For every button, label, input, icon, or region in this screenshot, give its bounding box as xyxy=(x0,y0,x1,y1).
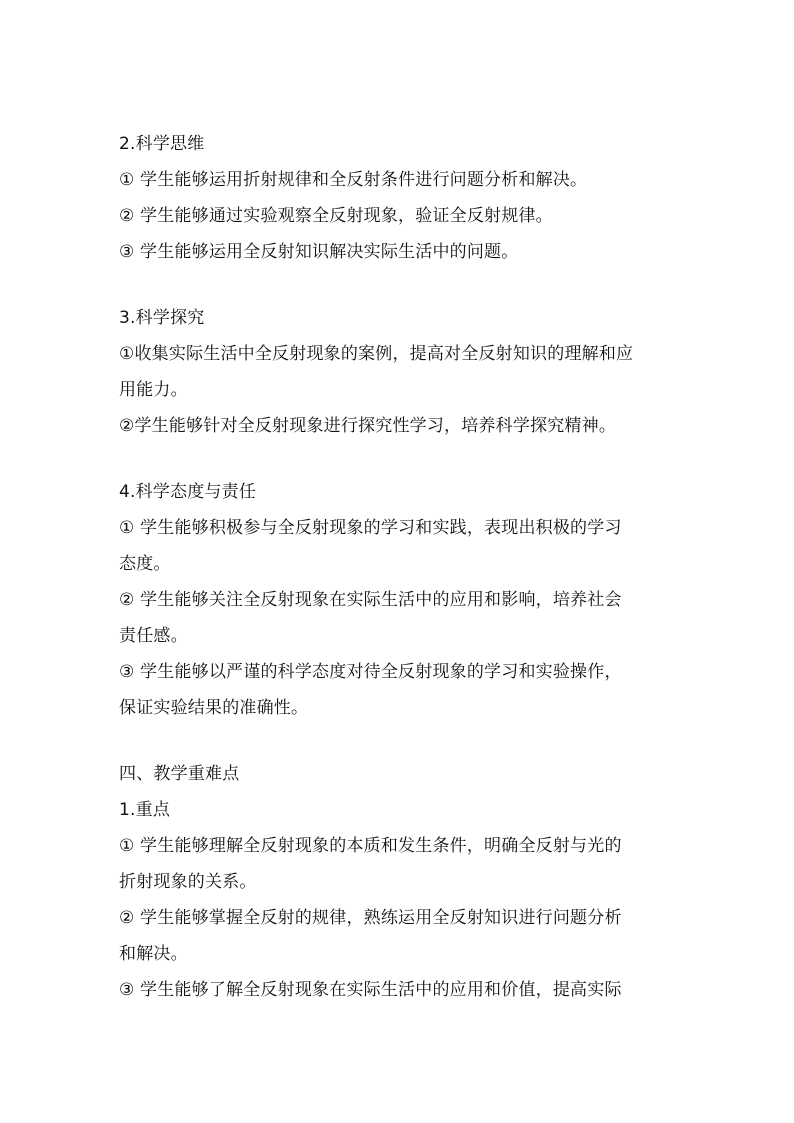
document-content xyxy=(119,126,681,1008)
text-line: ② 学生能够关注全反射现象在实际生活中的应用和影响，培养社会 xyxy=(119,590,622,610)
subsection-heading-key-points: 1.重点 xyxy=(119,800,171,820)
text-line: 责任感。 xyxy=(119,626,188,646)
text-line: ①收集实际生活中全反射现象的案例，提高对全反射知识的理解和应 xyxy=(119,344,634,364)
text-line: ③ 学生能够了解全反射现象在实际生活中的应用和价值，提高实际 xyxy=(119,980,622,1000)
paragraph-gap xyxy=(119,444,681,474)
section-heading-scientific-thinking: 2.科学思维 xyxy=(119,134,205,154)
section-heading-scientific-inquiry: 3.科学探究 xyxy=(119,308,205,328)
paragraph-gap xyxy=(119,270,681,300)
text-line: 折射现象的关系。 xyxy=(119,872,257,892)
text-line: ① 学生能够理解全反射现象的本质和发生条件，明确全反射与光的 xyxy=(119,836,622,856)
section-heading-teaching-focus: 四、教学重难点 xyxy=(119,764,240,784)
text-line: 和解决。 xyxy=(119,944,188,964)
text-line: 保证实验结果的准确性。 xyxy=(119,698,309,718)
text-line: ② 学生能够通过实验观察全反射现象，验证全反射规律。 xyxy=(119,206,553,226)
text-line: ③ 学生能够运用全反射知识解决实际生活中的问题。 xyxy=(119,242,519,262)
section-heading-attitude-responsibility: 4.科学态度与责任 xyxy=(119,482,257,502)
text-line: ②学生能够针对全反射现象进行探究性学习，培养科学探究精神。 xyxy=(119,416,617,436)
text-line: ① 学生能够积极参与全反射现象的学习和实践，表现出积极的学习 xyxy=(119,518,622,538)
text-line: ① 学生能够运用折射规律和全反射条件进行问题分析和解决。 xyxy=(119,170,588,190)
text-line: 态度。 xyxy=(119,554,171,574)
text-line: 用能力。 xyxy=(119,380,188,400)
text-line: ② 学生能够掌握全反射的规律，熟练运用全反射知识进行问题分析 xyxy=(119,908,622,928)
text-line: ③ 学生能够以严谨的科学态度对待全反射现象的学习和实验操作， xyxy=(119,662,622,682)
paragraph-gap xyxy=(119,726,681,756)
